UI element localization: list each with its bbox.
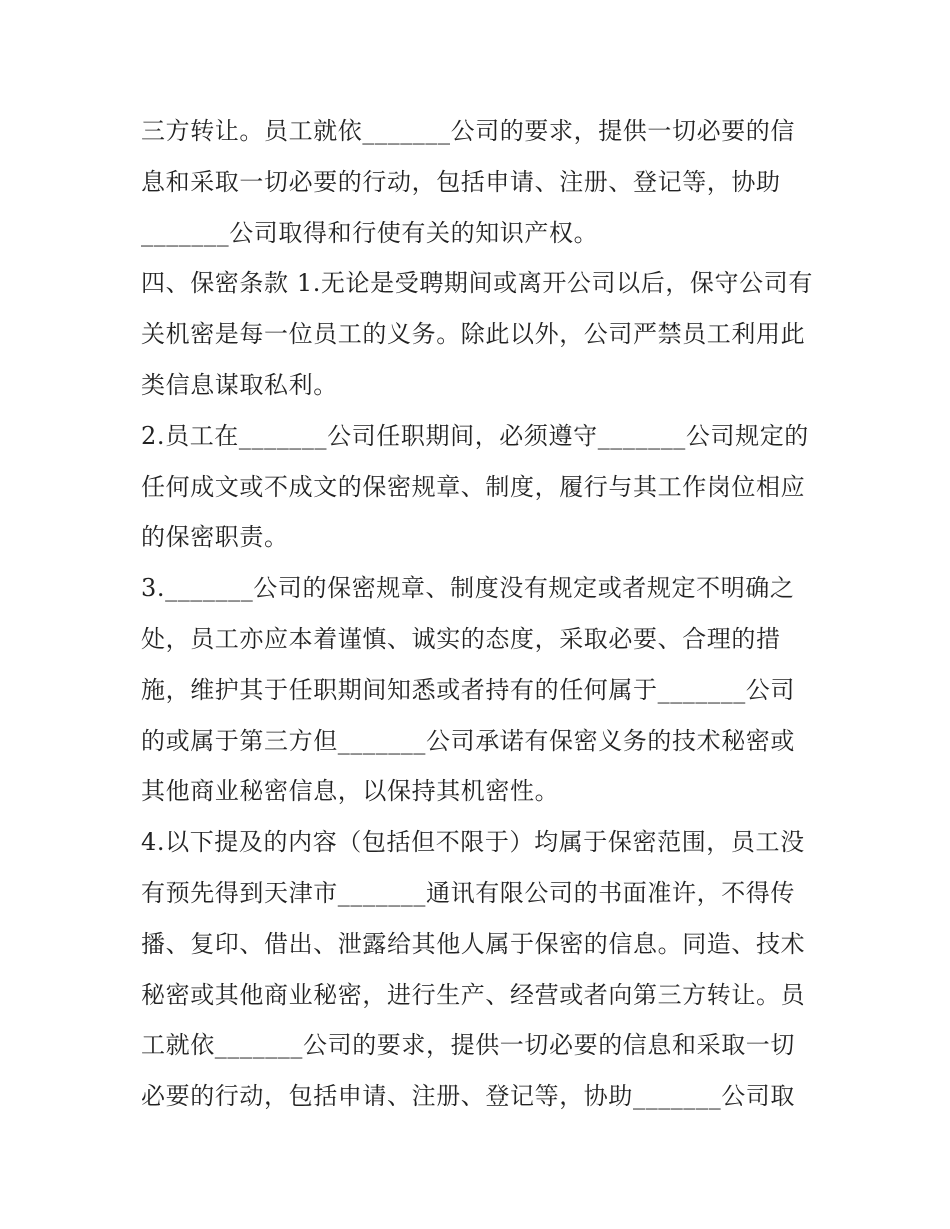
text-line: 的或属于第三方但_______公司承诺有保密义务的技术秘密或 (141, 726, 795, 755)
document-body (141, 106, 816, 1122)
text-line: 4.以下提及的内容（包括但不限于）均属于保密范围，员工没 (141, 828, 805, 857)
text-line: 的保密职责。 (141, 523, 289, 552)
text-line: 3._______公司的保密规章、制度没有规定或者规定不明确之 (141, 574, 795, 603)
text-line: 施，维护其于任职期间知悉或者持有的任何属于_______公司 (141, 675, 795, 704)
text-line: 类信息谋取私利。 (141, 370, 338, 399)
text-line: 息和采取一切必要的行动，包括申请、注册、登记等，协助 (141, 167, 781, 196)
text-line: 关机密是每一位员工的义务。除此以外，公司严禁员工利用此 (141, 320, 806, 349)
text-line: 秘密或其他商业秘密，进行生产、经营或者向第三方转让。员 (141, 980, 806, 1009)
text-line: 工就依_______公司的要求，提供一切必要的信息和采取一切 (141, 1031, 795, 1060)
text-line: 任何成文或不成文的保密规章、制度，履行与其工作岗位相应 (141, 472, 806, 501)
text-line: 必要的行动，包括申请、注册、登记等，协助_______公司取 (141, 1082, 795, 1111)
text-line: 其他商业秘密信息，以保持其机密性。 (141, 777, 560, 806)
text-line: 播、复印、借出、泄露给其他人属于保密的信息。同造、技术 (141, 929, 806, 958)
text-line: 2.员工在_______公司任职期间，必须遵守_______公司规定的 (141, 421, 809, 450)
text-line: _______公司取得和行使有关的知识产权。 (141, 218, 599, 247)
text-line: 四、保密条款 1.无论是受聘期间或离开公司以后，保守公司有 (141, 269, 813, 298)
text-line: 有预先得到天津市_______通讯有限公司的书面准许，不得传 (141, 878, 795, 907)
text-line: 三方转让。员工就依_______公司的要求，提供一切必要的信 (141, 117, 795, 145)
text-line: 处，员工亦应本着谨慎、诚实的态度，采取必要、合理的措 (141, 624, 781, 653)
